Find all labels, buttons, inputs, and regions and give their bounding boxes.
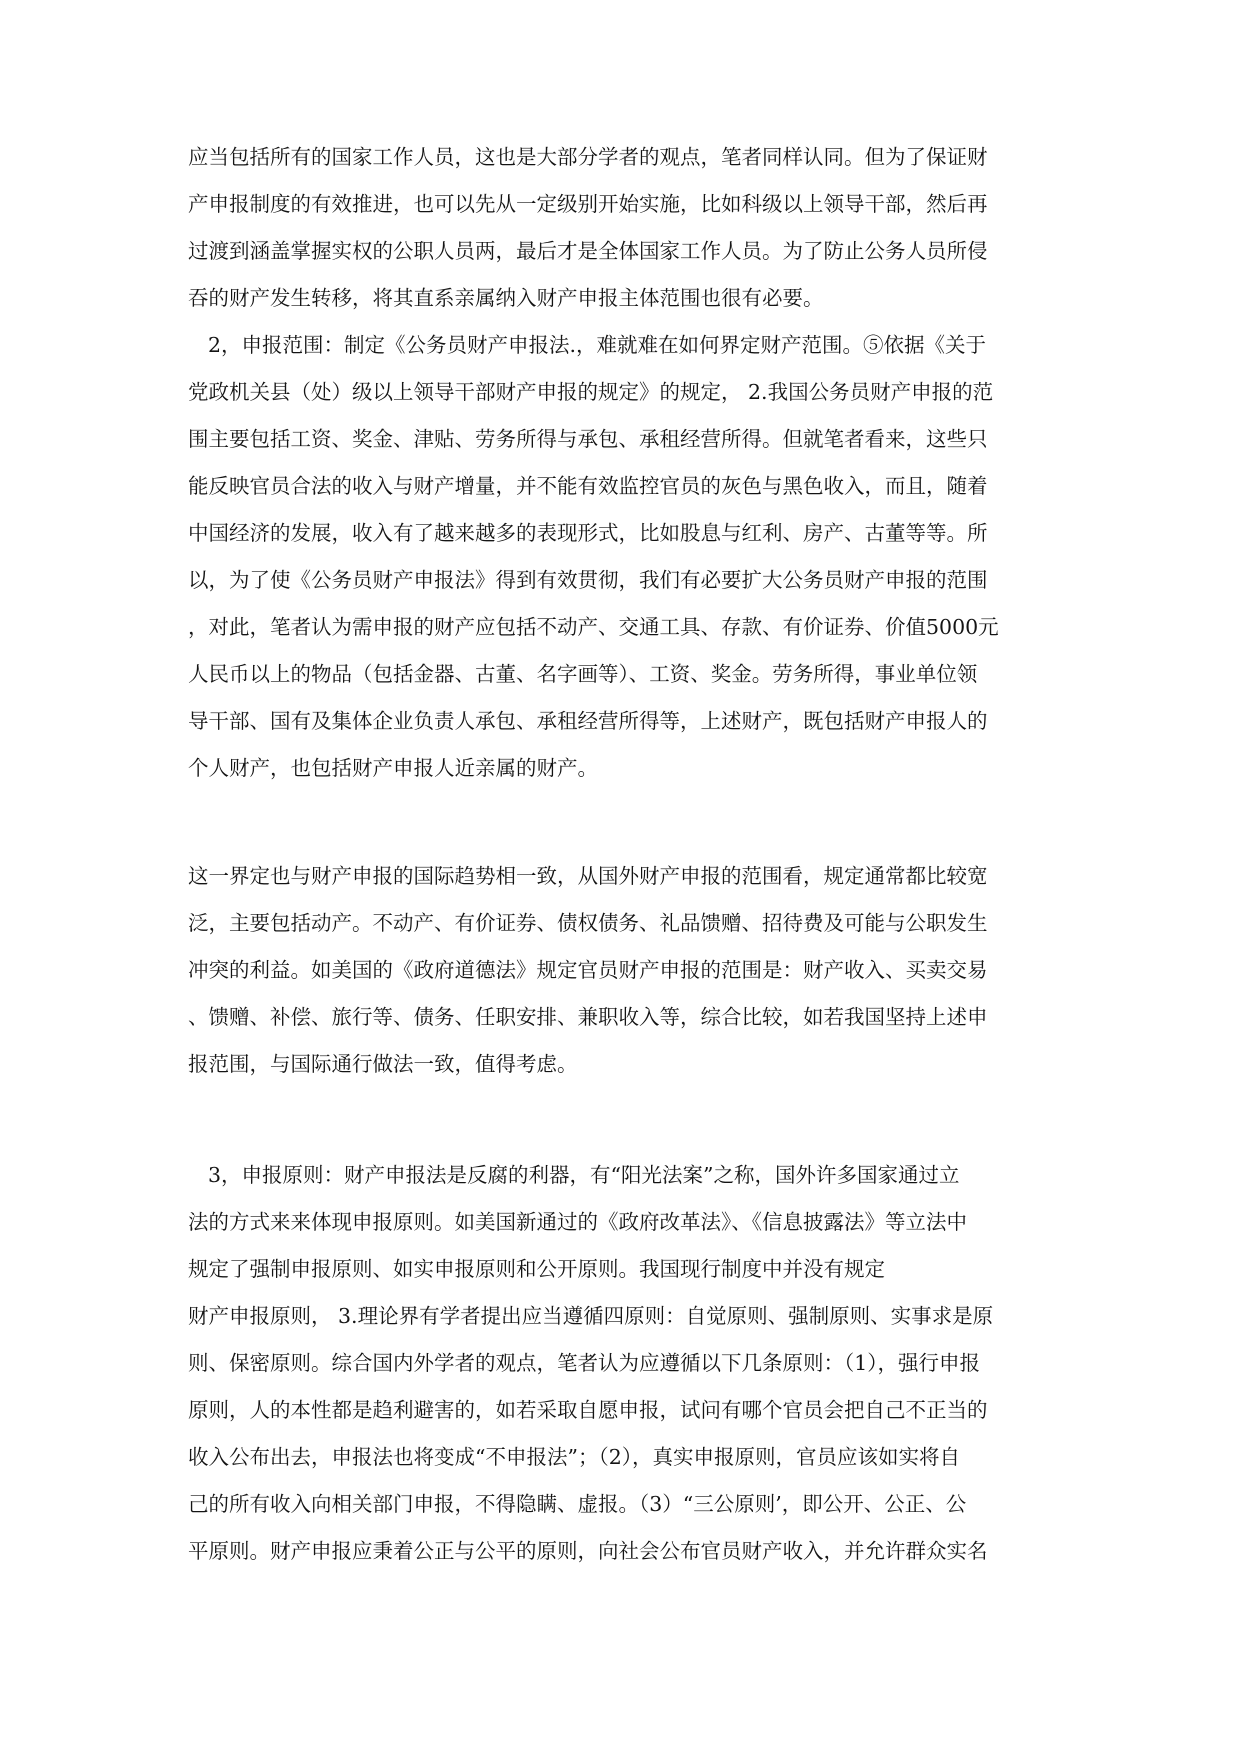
- text-line: 冲突的利益。如美国的《政府道德法》规定官员财产申报的范围是：财产收入、买卖交易: [188, 958, 988, 982]
- text-line: 规定了强制申报原则、如实申报原则和公开原则。我国现行制度中并没有规定: [188, 1257, 885, 1281]
- text-line: 财产申报原则， 3.理论界有学者提出应当遵循四原则：自觉原则、强制原则、实事求是原: [188, 1304, 994, 1328]
- text-line: 己的所有收入向相关部门申报，不得隐瞒、虚报。（3）“三公原则’，即公开、公正、公: [188, 1492, 967, 1516]
- text-line: 中国经济的发展，收入有了越来越多的表现形式，比如股息与红利、房产、古董等等。所: [188, 521, 988, 545]
- text-line: 以，为了使《公务员财产申报法》得到有效贯彻，我们有必要扩大公务员财产申报的范围: [188, 568, 988, 592]
- text-line: 原则，人的本性都是趋利避害的，如若采取自愿申报，试问有哪个官员会把自己不正当的: [188, 1398, 988, 1422]
- text-line: 收入公布出去，申报法也将变成“不申报法”；（2），真实申报原则，官员应该如实将自: [188, 1445, 961, 1469]
- text-line: 吞的财产发生转移，将其直系亲属纳入财产申报主体范围也很有必要。: [188, 286, 824, 310]
- text-line: 个人财产，也包括财产申报人近亲属的财产。: [188, 756, 598, 780]
- text-line: 2，申报范围：制定《公务员财产申报法.，难就难在如何界定财产范围。⑤依据《关于: [208, 333, 987, 357]
- text-line: 围主要包括工资、奖金、津贴、劳务所得与承包、承租经营所得。但就笔者看来，这些只: [188, 427, 988, 451]
- text-line: 平原则。财产申报应秉着公正与公平的原则，向社会公布官员财产收入，并允许群众实名: [188, 1539, 988, 1563]
- text-line: 导干部、国有及集体企业负责人承包、承租经营所得等，上述财产，既包括财产申报人的: [188, 709, 988, 733]
- text-line: 3，申报原则：财产申报法是反腐的利器，有“阳光法案”之称，国外许多国家通过立: [208, 1163, 960, 1187]
- text-line: 能反映官员合法的收入与财产增量，并不能有效监控官员的灰色与黑色收入，而且，随着: [188, 474, 988, 498]
- text-line: 过渡到涵盖掌握实权的公职人员两，最后才是全体国家工作人员。为了防止公务人员所侵: [188, 239, 988, 263]
- text-line: 泛，主要包括动产。不动产、有价证券、债权债务、礼品馈赠、招待费及可能与公职发生: [188, 911, 988, 935]
- text-line: 人民币以上的物品（包括金器、古董、名字画等）、工资、奖金。劳务所得，事业单位领: [188, 662, 978, 686]
- text-line: 法的方式来来体现申报原则。如美国新通过的《政府改革法》、《信息披露法》等立法中: [188, 1210, 967, 1234]
- text-line: 党政机关县（处）级以上领导干部财产申报的规定》的规定， 2.我国公务员财产申报的范: [188, 380, 994, 404]
- text-line: 应当包括所有的国家工作人员，这也是大部分学者的观点，笔者同样认同。但为了保证财: [188, 145, 988, 169]
- text-line: ，对此，笔者认为需申报的财产应包括不动产、交通工具、存款、有价证券、价值5000元: [188, 615, 999, 639]
- text-line: 、馈赠、补偿、旅行等、债务、任职安排、兼职收入等，综合比较，如若我国坚持上述申: [188, 1005, 988, 1029]
- text-line: 这一界定也与财产申报的国际趋势相一致，从国外财产申报的范围看，规定通常都比较宽: [188, 864, 988, 888]
- text-line: 报范围，与国际通行做法一致，值得考虑。: [188, 1052, 578, 1076]
- text-line: 则、保密原则。综合国内外学者的观点，笔者认为应遵循以下几条原则：（1），强行申报: [188, 1351, 981, 1375]
- text-line: 产申报制度的有效推进，也可以先从一定级别开始实施，比如科级以上领导干部，然后再: [188, 192, 988, 216]
